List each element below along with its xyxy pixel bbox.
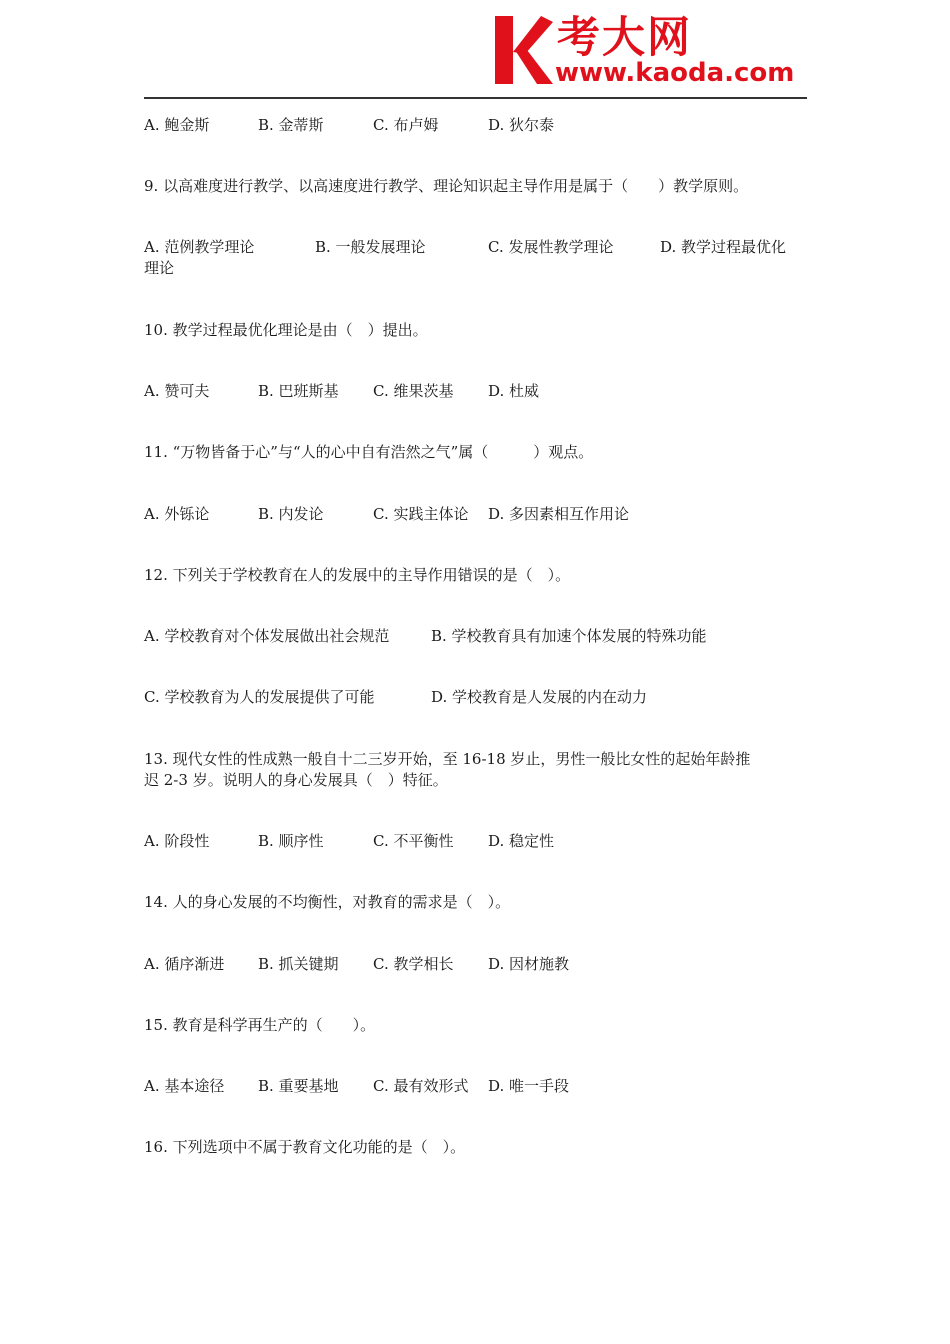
- option-b: B. 学校教育具有加速个体发展的特殊功能: [431, 627, 707, 645]
- option-b: B. 重要基地: [258, 1077, 339, 1095]
- option-c: C. 布卢姆: [373, 116, 439, 134]
- option-b: B. 金蒂斯: [258, 116, 324, 134]
- option-b: B. 内发论: [258, 505, 324, 523]
- question-10: 10. 教学过程最优化理论是由（ ）提出。: [144, 321, 428, 339]
- option-a: A. 基本途径: [144, 1077, 225, 1095]
- option-a: A. 范例教学理论: [144, 238, 255, 256]
- question-14: 14. 人的身心发展的不均衡性，对教育的需求是（ ）。: [144, 893, 511, 911]
- option-d: D. 因材施教: [488, 955, 570, 973]
- option-c: C. 学校教育为人的发展提供了可能: [144, 688, 375, 706]
- option-a: A. 外铄论: [144, 505, 210, 523]
- k-logo-icon: [493, 14, 555, 86]
- option-d: D. 杜威: [488, 382, 540, 400]
- option-d: D. 多因素相互作用论: [488, 505, 630, 523]
- option-c: C. 教学相长: [373, 955, 454, 973]
- question-9: 9. 以高难度进行教学、以高速度进行教学、理论知识起主导作用是属于（ ）教学原则。: [144, 177, 749, 195]
- option-d: D. 教学过程最优化: [660, 238, 787, 256]
- question-13-line2: 迟 2-3 岁。说明人的身心发展具（ ）特征。: [144, 771, 448, 789]
- option-b: B. 一般发展理论: [315, 238, 426, 256]
- option-a: A. 循序渐进: [144, 955, 225, 973]
- option-c: C. 实践主体论: [373, 505, 469, 523]
- option-c: C. 不平衡性: [373, 832, 454, 850]
- option-a: A. 鲍金斯: [144, 116, 210, 134]
- option-c: C. 维果茨基: [373, 382, 454, 400]
- question-12: 12. 下列关于学校教育在人的发展中的主导作用错误的是（ ）。: [144, 566, 571, 584]
- kaoda-logo[interactable]: [493, 6, 809, 90]
- page-header: [0, 0, 950, 100]
- question-13-line1: 13. 现代女性的性成熟一般自十二三岁开始，至 16-18 岁止，男性一般比女性的起始年龄推: [144, 750, 751, 768]
- option-b: B. 顺序性: [258, 832, 324, 850]
- header-divider: [144, 97, 807, 99]
- question-15: 15. 教育是科学再生产的（ ）。: [144, 1016, 376, 1034]
- option-b: B. 抓关键期: [258, 955, 339, 973]
- question-11: 11. “万物皆备于心”与“人的心中自有浩然之气”属（ ）观点。: [144, 443, 594, 461]
- q9-option-d-wrap: 理论: [144, 259, 175, 277]
- option-c: C. 发展性教学理论: [488, 238, 614, 256]
- option-b: B. 巴班斯基: [258, 382, 339, 400]
- option-d: D. 稳定性: [488, 832, 555, 850]
- option-a: A. 阶段性: [144, 832, 210, 850]
- logo-title: 考大网: [557, 13, 692, 63]
- option-a: A. 学校教育对个体发展做出社会规范: [144, 627, 390, 645]
- option-d: D. 唯一手段: [488, 1077, 570, 1095]
- option-d: D. 学校教育是人发展的内在动力: [431, 688, 648, 706]
- option-c: C. 最有效形式: [373, 1077, 469, 1095]
- logo-url: www.kaoda.com: [555, 58, 795, 88]
- option-a: A. 赞可夫: [144, 382, 210, 400]
- option-d: D. 狄尔泰: [488, 116, 555, 134]
- question-16: 16. 下列选项中不属于教育文化功能的是（ ）。: [144, 1138, 466, 1156]
